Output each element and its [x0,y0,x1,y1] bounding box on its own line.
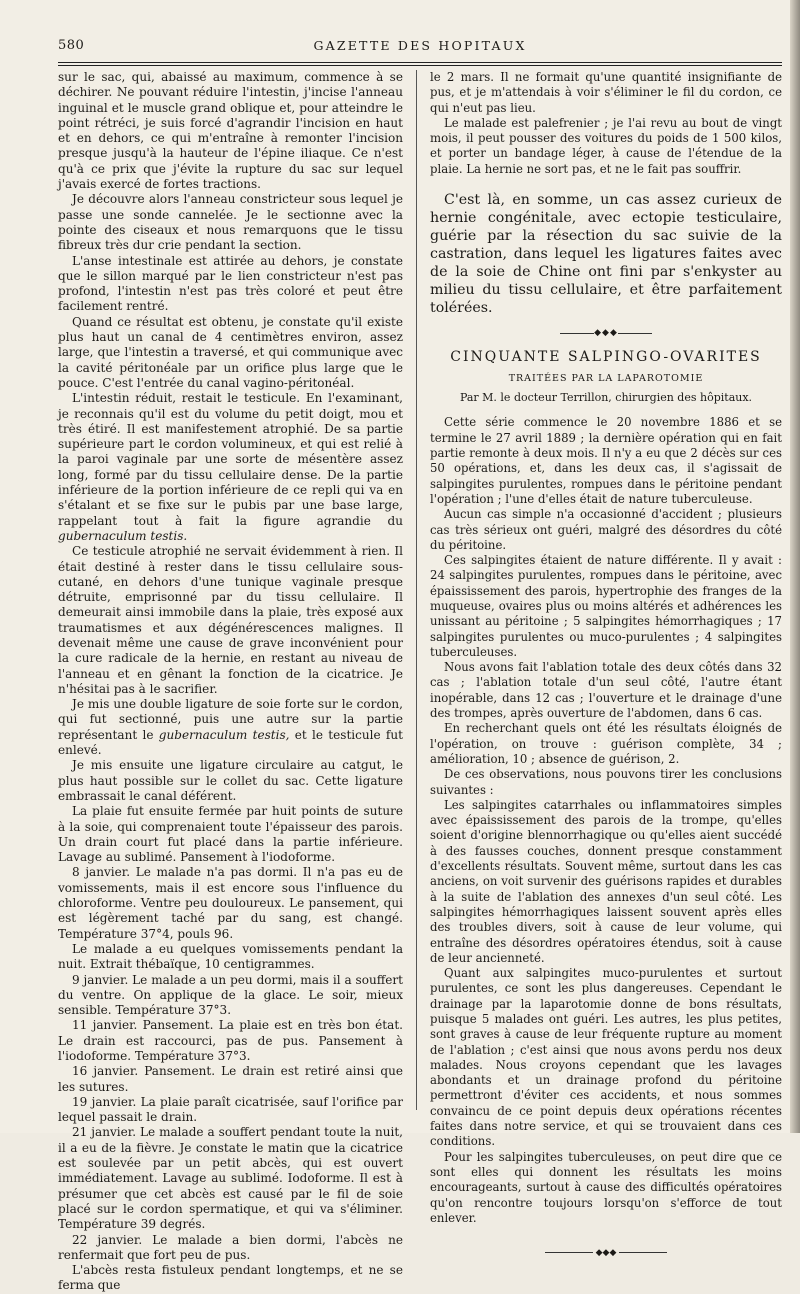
paragraph: L'abcès resta fistuleux pendant longtemps, et ne se ferma que [58,1263,403,1293]
paragraph-text: et le testicule fut enlevé. [58,727,403,758]
paragraph: Je découvre alors l'anneau constricteur sous lequel je passe une sonde cannelée. Je le sectionne avec la pointe des ciseaux et nous remarquons que le tissu fibreux très dur crie pendant la section. [58,192,403,253]
paragraph: Quand ce résultat est obtenu, je constate qu'il existe plus haut un canal de 4 centimètres environ, assez large, que l'intestin a traversé, et qui communique avec la cavité péritonéale par un orifice plus large que le pouce. C'est l'entrée du canal vagino-péritonéal. [58,314,403,390]
paragraph: Le malade est palefrenier ; je l'ai revu au bout de vingt mois, il peut pousser des voitures du poids de 1 500 kilos, et porter un bandage léger, à cause de l'étendue de la plaie. La hernie ne sort pas, et ne le fait pas souffrir. [430,115,782,176]
italic-term: gubernaculum testis. [58,528,188,543]
paragraph: Le malade a eu quelques vomissements pendant la nuit. Extrait thébaïque, 10 centigrammes. [58,941,403,972]
paragraph: 9 janvier. Le malade a un peu dormi, mais il a souffert du ventre. On applique de la glace. Le soir, mieux sensible. Température 37°3. [58,972,403,1018]
paragraph: Je mis ensuite une ligature circulaire au catgut, le plus haut possible sur le collet du sac. Cette ligature embrassait le canal déférent. [58,758,403,803]
paragraph: Ces salpingites étaient de nature différente. Il y avait : 24 salpingites purulentes, rompues dans le péritoine, avec épaississement des parois, hypertrophie des franges de la muqueuse, ovaires plus ou moins altérés et adhérences les unissant au péritoine ; 5 salpingites hémorrhagiques ; 17 salpingites purulentes ou muco-purulentes ; 4 salpingites tuberculeuses. [430,553,782,659]
paragraph: 11 janvier. Pansement. La plaie est en très bon état. Le drain est raccourci, pas de pus. Pansement à l'iodoforme. Température 37°3. [58,1018,403,1063]
italic-term: gubernaculum testis, [158,727,290,742]
page-edge [790,0,800,1133]
paragraph: La plaie fut ensuite fermée par huit points de suture à la soie, qui comprenaient toute l'épaisseur des parois. Un drain court fut placé dans la partie inférieure. Lavage au sublimé. Pansement à l'iodoforme. [58,804,403,865]
paragraph-text: Je mis une double ligature de soie forte sur le cordon, qui fut sectionné, puis une autre sur la partie représentant le [58,697,403,742]
right-column [430,70,782,1261]
paragraph: 8 janvier. Le malade n'a pas dormi. Il n'a pas eu de vomissements, mais il est encore sous l'influence du chloroforme. Ventre peu douloureux. Le pansement, qui est légèrement taché par du sang, est changé. Température 37°4, pouls 96. [58,865,403,941]
paragraph: 19 janvier. La plaie paraît cicatrisée, sauf l'orifice par lequel passait le drain. [58,1094,403,1125]
paragraph: Cette série commence le 20 novembre 1886 et se termine le 27 avril 1889 ; la dernière opération qui en fait partie remonte à deux mois. Il n'y a eu que 2 décès sur ces 50 opérations, et, dans les deux cas, il s'agissait de salpingites purulentes, rompues dans le péritoine pendant l'opération ; l'une d'elles était de nature tuberculeuse. [430,415,782,506]
paragraph: Nous avons fait l'ablation totale des deux côtés dans 32 cas ; l'ablation totale d'un seul côté, l'autre étant inopérable, dans 12 cas ; l'ouverture et le drainage d'une des trompes, après ouverture de l'abdomen, dans 6 cas. [430,660,782,721]
paragraph: En recherchant quels ont été les résultats éloignés de l'opération, on trouve : guérison complète, 34 ; amélioration, 10 ; absence de guérison, 2. [430,721,782,766]
article-title: CINQUANTE SALPINGO-OVARITES [450,348,762,365]
paragraph: Ce testicule atrophié ne servait évidemment à rien. Il était destiné à rester dans le tissu cellulaire sous-cutané, en dehors d'une tunique vaginale presque détruite, emprisonné par du tissu cellulaire. Il demeurait ainsi immobile dans la plaie, très exposé aux traumatismes et aux dégénérescences malignes. Il devenait même une cause de grave inconvénient pour la cure radicale de la hernie, en restant au niveau de l'anneau et en gênant la fonction de la cicatrice. Je n'hésitai pas à le sacrifier. [58,544,403,696]
paragraph: 16 janvier. Pansement. Le drain est retiré ainsi que les sutures. [58,1064,403,1094]
article-subtitle: TRAITÉES PAR LA LAPAROTOMIE [508,372,704,384]
paragraph: 22 janvier. Le malade a bien dormi, l'abcès ne renfermait que fort peu de pus. [58,1232,403,1262]
page-header [58,36,782,56]
paragraph: L'anse intestinale est attirée au dehors, je constate que le sillon marqué par le lien constricteur n'est pas profond, l'intestin n'est pas très coloré et peut être facilement rentré. [58,253,403,314]
paragraph-text: L'intestin réduit, restait le testicule. En l'examinant, je reconnais qu'il est du volume du petit doigt, mou et très étiré. Il est manifestement atrophié. De sa partie supérieure part le cordon volumineux, et qui est relié à la paroi vaginale par une sorte de mésentère assez long, formé par du tissu cellulaire dense. De la partie inférieure de la portion inférieure de ce repli qui va en s'étalant et se fixe sur le pubis par une base large, rappelant tout à fait la figure agrandie du [58,391,403,528]
paragraph: Pour les salpingites tuberculeuses, on peut dire que ce sont elles qui donnent les résultats les moins encourageants, surtout à cause des difficultés opératoires qu'on rencontre toujours lorsqu'on s'efforce de tout enlever. [430,1149,782,1225]
paragraph: le 2 mars. Il ne formait qu'une quantité insignifiante de pus, et je m'attendais à voir s'éliminer le fil du cordon, ce qui n'eut pas lieu. [430,70,782,115]
paragraph: Aucun cas simple n'a occasionné d'accident ; plusieurs cas très sérieux ont guéri, malgré des désordres du côté du péritoine. [430,507,782,552]
paragraph: Quant aux salpingites muco-purulentes et surtout purulentes, ce sont les plus dangereuses. Cependant le drainage par la laparotomie donne de bons résultats, puisque 5 malades ont guéri. Les autres, les plus petites, sont graves à cause de leur fréquente rupture au moment de l'ablation ; c'est ainsi que nous avons perdu nos deux malades. Nous croyons cependant que les lavages abondants et un drainage profond du péritoine permettront d'éviter ces accidents, et nous sommes convaincu de ce point depuis deux opérations récentes faites dans notre service, et qui se trouvaient dans ces conditions. [430,966,782,1149]
paragraph [58,697,403,758]
running-title: GAZETTE DES HOPITAUX [313,38,527,53]
article-author: Par M. le docteur Terrillon, chirurgien des hôpitaux. [459,391,753,405]
column-divider [416,70,417,1110]
end-ornament: ◆◆◆ [430,1246,782,1261]
left-column [58,70,403,1294]
conclusion-paragraph: C'est là, en somme, un cas assez curieux de hernie congénitale, avec ectopie testiculaire, guérie par la résection du sac suivie de la castration, dans lequel les ligatures faites avec de la soie de Chine ont fini par s'enkyster au milieu du tissu cellulaire, et être parfaitement tolérées. [430,192,782,317]
page-number: 580 [58,38,85,53]
separator-ornament: ◆◆◆ [430,326,782,341]
header-rule [58,62,782,66]
paragraph: sur le sac, qui, abaissé au maximum, commence à se déchirer. Ne pouvant réduire l'intestin, j'incise l'anneau inguinal et le muscle grand oblique et, pour atteindre le point rétréci, je suis forcé d'agrandir l'incision en haut et en dehors, ce qui m'entraîne à remonter l'incision presque jusqu'à la hauteur de l'épine iliaque. Ce n'est qu'à ce prix que j'évite la rupture du sac sur lequel j'avais exercé de fortes tractions. [58,70,403,192]
paragraph: 21 janvier. Le malade a souffert pendant toute la nuit, il a eu de la fièvre. Je constate le matin que la cicatrice est soulevée par un petit abcès, qui est ouvert immédiatement. Lavage au sublimé. Iodoforme. Il est à présumer que cet abcès est causé par le fil de soie placé sur le cordon spermatique, et qui va s'éliminer. Température 39 degrés. [58,1125,403,1232]
paragraph: De ces observations, nous pouvons tirer les conclusions suivantes : [430,767,782,797]
paragraph [58,391,403,544]
paragraph: Les salpingites catarrhales ou inflammatoires simples avec épaississement des parois de la trompe, qu'elles soient d'origine blennorrhagique ou qu'elles aient succédé à des fausses couches, donnent presque constamment d'excellents résultats. Souvent même, surtout dans les cas anciens, on voit survenir des guérisons rapides et durables à la suite de l'ablation des annexes d'un seul côté. Les salpingites hémorrhagiques laissent souvent après elles des troubles divers, soit à cause de leur volume, qui entraîne des désordres opératoires étendus, soit à cause de leur ancienneté. [430,797,782,965]
